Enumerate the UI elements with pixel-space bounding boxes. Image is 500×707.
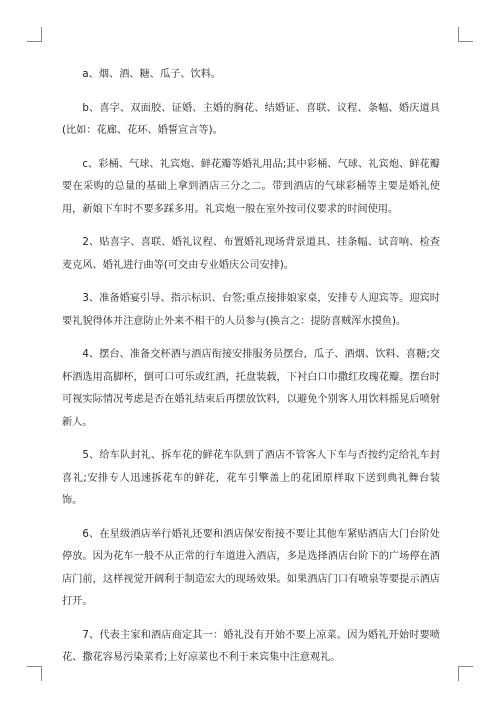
paragraph-7: 7、代表主家和酒店商定其一：婚礼没有开始不要上凉菜。因为婚礼开始时要喷花、撒花容易污染菜肴;上好凉菜也不利于来宾集中注意观礼。 [62, 629, 440, 663]
paragraph-3: 3、准备婚宴引导、指示标识、台签;重点接排娘家桌，安排专人迎宾等。迎宾时要礼貌得体并注意防止外来不相干的人员参与(换言之：提防喜贼浑水摸鱼)。 [62, 293, 440, 327]
paragraph-4: 4、摆台、准备交杯酒与酒店衔接安排服务员摆台，瓜子、酒烟、饮料、喜糖;交杯酒选用高脚杯，倒可口可乐或红酒，托盘装载，下衬白口巾撒红玫瑰花瓣。摆台时可视实际情况考虑是否在婚礼结束后再摆放饮料，以避免个别客人用饮料摇晃后喷射新人。 [62, 349, 440, 428]
corner-mark-bottom-left [27, 666, 42, 681]
paragraph-b: b、喜字、双面胶、证婚、主婚的胸花、结婚证、喜联、议程、条幅、婚庆道具(比如：花廊、花环、婚誓宣言等)。 [62, 102, 440, 136]
paragraph-c: c、彩桶、气球、礼宾炮、鲜花瓣等婚礼用品;其中彩桶、气球、礼宾炮、鲜花瓣要在采购的总量的基础上拿到酒店三分之二。带到酒店的气球彩桶等主要是婚礼使用，新娘下车时不要多踩多用。礼宾炮一般在室外按司仪要求的时间使用。 [62, 158, 440, 215]
paragraph-a: a、烟、酒、糖、瓜子、饮料。 [82, 69, 222, 80]
paragraph-5: 5、给车队封礼、拆车花的鲜花车队到了酒店不管客人下车与否按约定给礼车封喜礼;安排专人迅速拆花车的鲜花，花车引擎盖上的花团原样取下送到典礼舞台装饰。 [62, 450, 440, 506]
corner-mark-bottom-right [458, 666, 473, 681]
corner-mark-top-right [458, 27, 473, 42]
paragraph-2: 2、贴喜字、喜联、婚礼议程、布置婚礼现场背景道具、挂条幅、试音响、检查麦克风、婚礼进行曲等(可交由专业婚庆公司安排)。 [62, 237, 440, 271]
corner-mark-top-left [27, 27, 42, 42]
paragraph-6: 6、在星级酒店举行婚礼还要和酒店保安衔接不要让其他车紧贴酒店大门台阶处停放。因为花车一般不从正常的行车道进入酒店，多是选择酒店台阶下的广场停在酒店门前，这样视觉开阔利于制造宏大的现场效果。如果酒店门口有喷泉等要提示酒店打开。 [62, 528, 440, 607]
document-body [62, 64, 440, 681]
